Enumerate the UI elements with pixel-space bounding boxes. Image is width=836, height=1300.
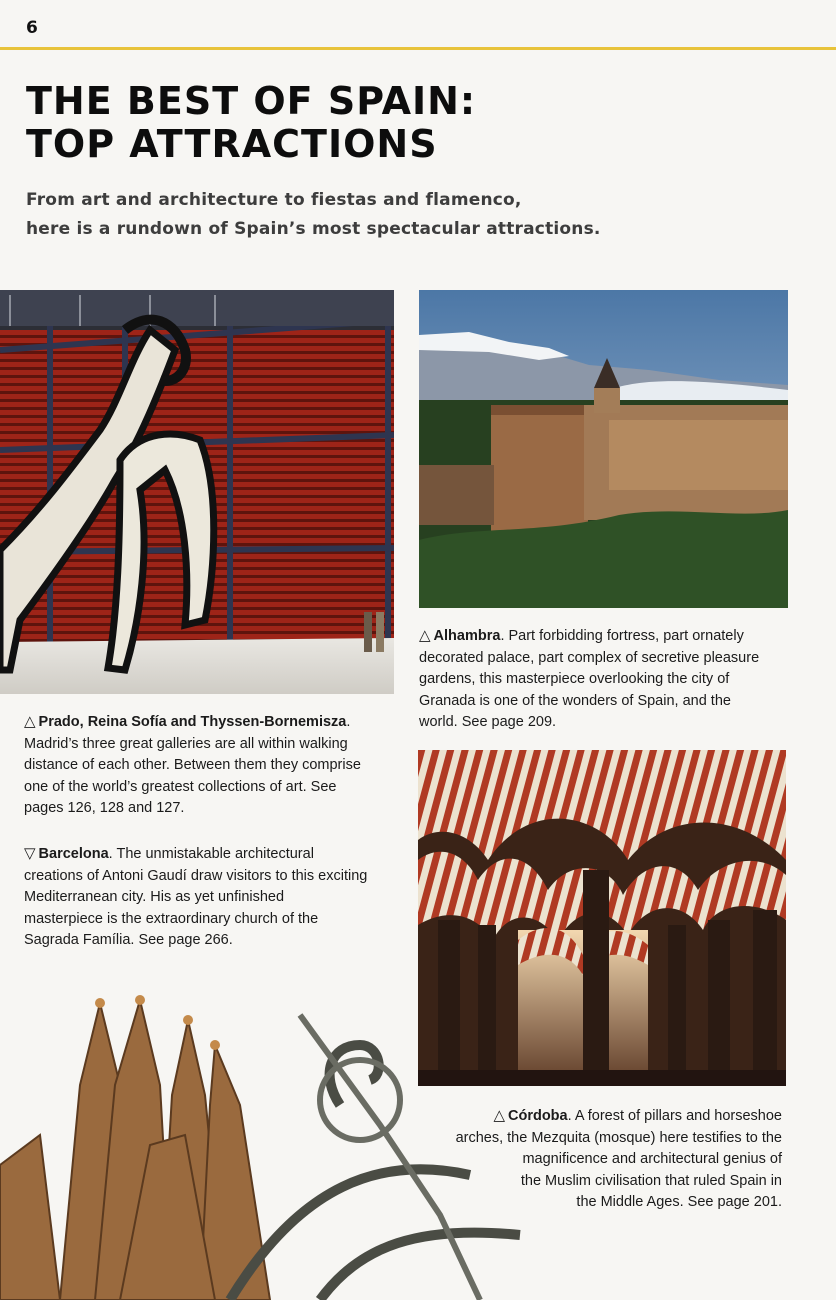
caption-cordoba-name: Córdoba xyxy=(507,1108,568,1124)
title-line-1: THE BEST OF SPAIN: xyxy=(26,79,477,123)
caption-cordoba-line-2: magnificence and architectural genius of xyxy=(522,1151,782,1167)
caption-prado: △ Prado, Reina Sofía and Thyssen-Bornemisza. Madrid’s three great galleries are all within walking distance of each other. Between them they comprise one of the world’s greatest collections of art. See pages 126, 128 and 127. xyxy=(24,711,404,820)
caption-cordoba-line-0: . A forest of pillars and horseshoe xyxy=(567,1108,782,1124)
caption-prado-line-4: pages 126, 128 and 127. xyxy=(24,800,185,816)
page-title xyxy=(26,80,476,166)
caption-prado-line-1: Madrid’s three great galleries are all within walking xyxy=(24,735,348,752)
triangle-down-icon: ▽ xyxy=(24,845,36,862)
triangle-up-icon: △ xyxy=(493,1107,505,1124)
caption-barcelona-line-1: creations of Antoni Gaudí draw visitors to this exciting xyxy=(24,867,368,884)
caption-prado-name: Prado, Reina Sofía and Thyssen-Bornemisza xyxy=(38,714,347,730)
caption-alhambra-line-0: . Part forbidding fortress, part ornately xyxy=(500,628,744,644)
caption-cordoba-line-1: arches, the Mezquita (mosque) here testifies to the xyxy=(455,1129,782,1146)
caption-cordoba-line-3: the Muslim civilisation that ruled Spain in xyxy=(520,1172,782,1189)
caption-prado-line-3: one of the world’s greatest collections of art. See xyxy=(24,778,337,795)
caption-alhambra xyxy=(419,625,799,734)
header-rule xyxy=(0,47,836,50)
triangle-up-icon: △ xyxy=(419,627,431,644)
intro-text xyxy=(26,186,616,244)
caption-barcelona-line-4: Sagrada Família. See page 266. xyxy=(24,932,233,948)
caption-cordoba xyxy=(420,1105,782,1214)
caption-alhambra-line-1: decorated palace, part complex of secretive pleasure xyxy=(419,649,760,666)
intro-line-2: here is a rundown of Spain’s most spectacular attractions. xyxy=(26,219,601,239)
intro-line-1: From art and architecture to fiestas and flamenco, xyxy=(26,190,522,210)
reina-sofia-photo xyxy=(0,290,394,694)
caption-barcelona-name: Barcelona xyxy=(38,846,109,862)
caption-barcelona-line-3: masterpiece is the extraordinary church of the xyxy=(24,910,319,927)
alhambra-photo xyxy=(419,290,788,608)
caption-barcelona xyxy=(24,843,404,952)
caption-barcelona-line-0: . The unmistakable architectural xyxy=(108,846,314,862)
title-line-2: TOP ATTRACTIONS xyxy=(26,122,438,166)
caption-prado-line-2: distance of each other. Between them they comprise xyxy=(24,757,361,773)
caption-alhambra-line-2: gardens, this masterpiece overlooking the city of xyxy=(419,671,730,687)
caption-alhambra-name: Alhambra xyxy=(433,628,501,644)
caption-alhambra-line-3: Granada is one of the wonders of Spain, and the xyxy=(419,692,731,709)
page-number: 6 xyxy=(26,18,38,38)
caption-barcelona-line-2: Mediterranean city. His as yet unfinished xyxy=(24,889,285,905)
caption-cordoba-line-4: the Middle Ages. See page 201. xyxy=(576,1194,782,1210)
caption-alhambra-line-4: world. See page 209. xyxy=(419,714,557,730)
triangle-up-icon: △ xyxy=(24,713,36,730)
